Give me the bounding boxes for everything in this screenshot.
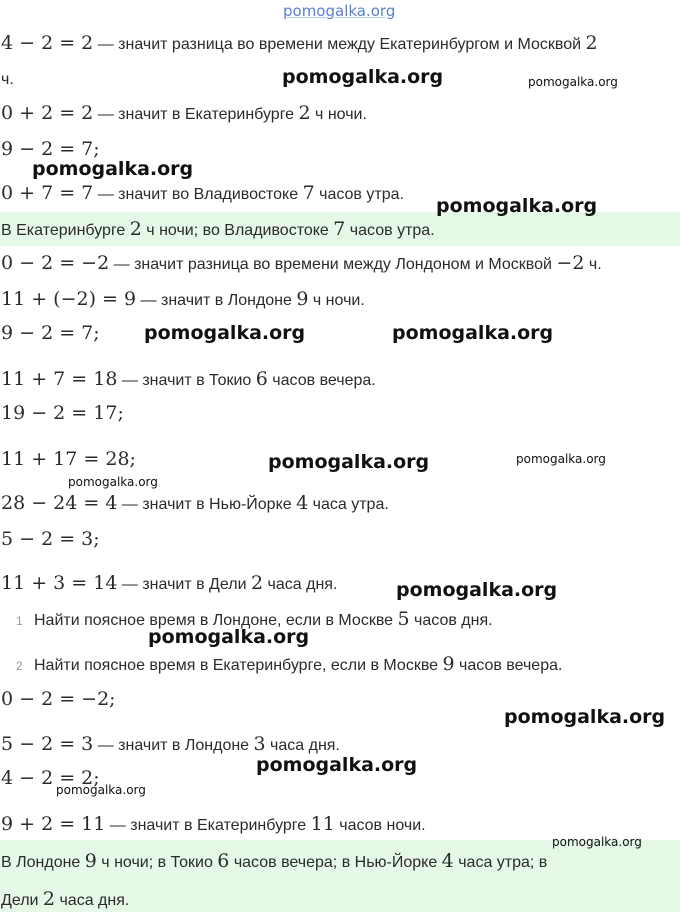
watermark: pomogalka.org [148,626,310,648]
watermark: pomogalka.org [32,158,194,180]
line-text: ч ночи. [310,106,367,123]
equation: 9 − 2 = 7; [1,322,100,344]
watermark: pomogalka.org [56,783,146,797]
answer-text: часов утра. [345,222,435,239]
answer-text: часа утра; в [453,854,548,871]
line-text: — значит в Лондоне [93,737,254,754]
answer-text: В Лондоне [1,854,85,871]
inline-number: 7 [333,218,346,240]
answer-text: ч ночи; в Токио [96,854,218,871]
watermark: pomogalka.org [256,754,418,776]
task-item [0,653,680,677]
task-item [0,608,680,632]
watermark: pomogalka.org [144,322,306,344]
line-text: часов утра. [314,186,404,203]
inline-number: 5 [397,608,410,630]
task-text: часов дня. [409,612,493,629]
inline-number: 9 [296,288,309,310]
task-number: 1 [16,614,23,628]
task-text: Найти поясное время в Лондоне, если в Москве [34,612,398,629]
watermark: pomogalka.org [268,451,430,473]
solution-line [0,528,680,552]
task-text: часов вечера. [454,657,563,674]
watermark: pomogalka.org [282,66,444,88]
answer-text: В Екатеринбурге [1,222,130,239]
solution-line [0,288,680,312]
equation: 0 − 2 = −2; [1,688,116,710]
answer-text: часа дня. [55,892,130,909]
solution-line [0,813,680,837]
line-text: — значит в Нью-Йорке [117,496,297,513]
answer-block [0,840,680,912]
inline-number: 9 [442,653,455,675]
line-text: ч ночи. [308,292,365,309]
solution-line [0,572,680,596]
line-text: — значит в Лондоне [136,292,297,309]
equation: 11 + (−2) = 9 [1,288,137,310]
watermark: pomogalka.org [528,75,618,89]
watermark: pomogalka.org [396,579,558,601]
equation: 9 − 2 = 7; [1,138,100,160]
inline-number: 9 [84,850,97,872]
inline-number: 2 [298,102,311,124]
line-text: — значит в Токио [117,372,256,389]
equation: 4 − 2 = 2 [1,32,94,54]
equation: 0 + 2 = 2 [1,102,94,124]
inline-number: 6 [255,368,268,390]
inline-number: 7 [302,182,315,204]
inline-number: 4 [441,850,454,872]
answer-text: ч ночи; во Владивостоке [141,222,334,239]
line-text: часов вечера. [267,372,376,389]
solution-line [0,492,680,516]
inline-number: 3 [253,733,266,755]
inline-number: 2 [585,32,598,54]
line-text: — значит в Екатеринбурге [93,106,299,123]
solution-line [0,368,680,392]
equation: 11 + 7 = 18 [1,368,118,390]
equation: 0 + 7 = 7 [1,182,94,204]
watermark: pomogalka.org [552,835,642,849]
watermark: pomogalka.org [516,452,606,466]
line-text: часа утра. [308,496,389,513]
line-text: — значит во Владивостоке [93,186,303,203]
inline-number: 4 [296,492,309,514]
equation: 28 − 24 = 4 [1,492,118,514]
answer-text: Дели [1,892,43,909]
inline-number: 2 [42,888,56,910]
watermark: pomogalka.org [504,706,666,728]
inline-number: 2 [250,572,264,594]
solution-line [0,322,680,346]
equation: 11 + 17 = 28; [1,448,136,470]
equation: 5 − 2 = 3; [1,528,100,550]
line-text: — значит в Дели [117,576,251,593]
watermark: pomogalka.org [436,195,598,217]
task-number: 2 [16,659,23,673]
answer-text: часов вечера; в Нью-Йорке [229,854,442,871]
line-text: ч. [584,256,602,273]
line-text: часа дня. [263,576,338,593]
inline-number: 11 [310,813,335,835]
solution-line [0,252,680,276]
inline-number: 6 [217,850,230,872]
solution-line [0,32,680,56]
line-text: часа дня. [265,737,340,754]
line-text: часов ночи. [334,817,426,834]
solution-line [0,402,680,426]
equation: 19 − 2 = 17; [1,402,124,424]
line-text: — значит в Екатеринбурге [105,817,311,834]
answer-line [0,874,680,912]
solution-line [0,102,680,126]
task-text: Найти поясное время в Екатеринбурге, если в Москве [34,657,443,674]
line-text: — значит разница во времени между Екатеринбургом и Москвой [93,36,586,53]
watermark: pomogalka.org [392,322,554,344]
solution-line-continuation: ч. [1,71,14,88]
answer-block [0,212,680,246]
equation: 0 − 2 = −2 [1,252,110,274]
inline-number: −2 [556,252,585,274]
line-text: — значит разница во времени между Лондоном и Москвой [109,256,557,273]
header-watermark: pomogalka.org [283,2,396,20]
equation: 4 − 2 = 2; [1,767,100,789]
equation: 9 + 2 = 11 [1,813,106,835]
equation: 5 − 2 = 3 [1,733,94,755]
equation: 11 + 3 = 14 [1,572,118,594]
inline-number: 2 [129,218,142,240]
watermark: pomogalka.org [68,475,158,489]
